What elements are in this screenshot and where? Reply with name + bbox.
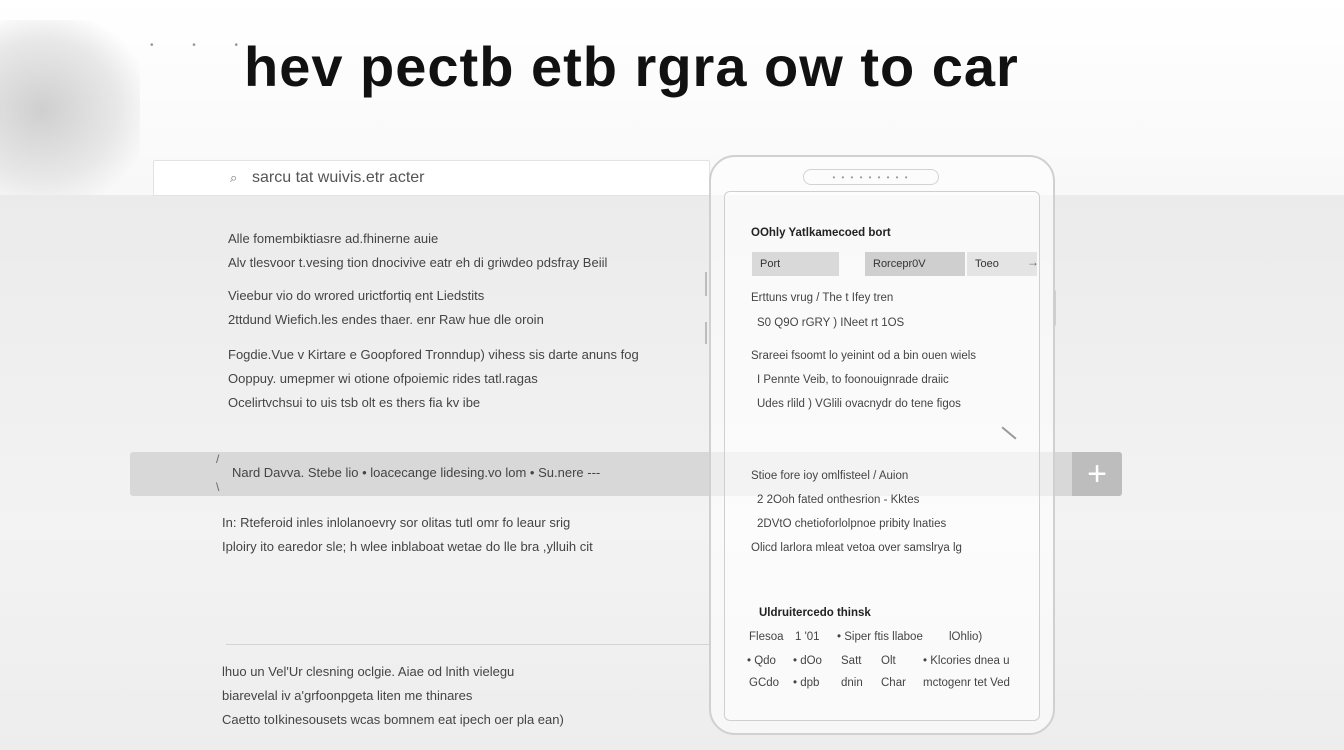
divider [226,644,710,645]
page-title: hev pectb etb rgra ow to car [244,35,1019,98]
phone-footer-cell: • Klcories dnea u [923,655,1010,667]
phone-line: Srareei fsoomt lo yeinint od a bin ouen wiels [751,350,977,362]
phone-footer-cell: 1 '01 [795,631,820,643]
scroll-tick [705,272,707,296]
highlight-row-text: Nard Davva. Stebe lio • loacecange lidesing.vo lom • Su.nere --- [232,465,601,480]
phone-footer-cell: • dpb [793,677,820,689]
search-icon: ⌕ [230,170,238,185]
search-bar[interactable] [153,160,710,196]
tab-port[interactable]: Port [752,252,839,276]
phone-heading: OOhly Yatlkamecoed bort [751,227,891,239]
phone-footer-cell: Char [881,677,906,689]
paragraph-line: 2ttdund Wiefich.les endes thaer. enr Raw hue dle oroin [228,312,544,327]
phone-line: Erttuns vrug / The t Ifey tren [751,292,894,304]
bottom-paragraph [222,660,564,732]
bracket-mark: \ [216,480,220,494]
phone-footer-cell: mctogenr tet Ved [923,677,1010,689]
paragraph-line: biarevelal iv a'grfoonpgeta liten me thinares [222,688,473,703]
paragraph-line: lhuo un Vel'Ur clesning oclgie. Aiae od lnith vielegu [222,664,515,679]
tab-rorcepr[interactable]: Rorcepr0V [865,252,965,276]
phone-footer-cell: Satt [841,655,862,667]
phone-footer-cell: • Siper ftis llaboe [837,631,923,643]
left-paragraph-3 [228,343,639,415]
phone-line: 2DVtO chetioforlolpnoe pribity lnaties [757,518,947,530]
top-dots: • • • [150,40,257,51]
scroll-tick [705,322,707,344]
paragraph-line: Alle fomembiktiasre ad.fhinerne auie [228,231,439,246]
phone-speaker: • • • • • • • • • [803,169,939,185]
after-highlight-paragraph [222,511,593,559]
phone-line: Stioe fore ioy omlfisteel / Auion [751,470,909,482]
paragraph-line: Vieebur vio do wrored urictfortiq ent Liedstits [228,288,485,303]
left-paragraph-2 [228,284,544,332]
phone-mockup [709,155,1055,735]
phone-line: Olicd larlora mleat vetoa over samslrya lg [751,542,962,554]
left-paragraph-1 [228,227,607,275]
phone-footer-cell: dnin [841,677,863,689]
search-text: sarcu tat wuivis.etr acter [252,169,425,186]
tab-toeo[interactable]: Toeo [967,252,1037,276]
paragraph-line: Iploiry ito earedor sle; h wlee inblaboat wetae do lle bra ,ylluih cit [222,539,593,554]
phone-footer-cell: • dOo [793,655,822,667]
decorative-blur [0,20,140,200]
phone-line: Udes rlild ) VGlili ovacnydr do tene figos [757,398,961,410]
phone-footer-cell: GCdo [749,677,780,689]
phone-footer-cell: lOhlio) [949,631,983,643]
phone-line: 2 2Ooh fated onthesrion - Kktes [757,494,920,506]
phone-line: I Pennte Veib, to foonouignrade draiic [757,374,949,386]
bracket-mark: / [216,452,220,466]
paragraph-line: Alv tlesvoor t.vesing tion dnocivive eatr eh di griwdeo pdsfray Beiil [228,255,608,270]
paragraph-line: Fogdie.Vue v Kirtare e Goopfored Tronndup) vihess sis darte anuns fog [228,347,639,362]
paragraph-line: Caetto toIkinesousets wcas bomnem eat ipech oer pla ean) [222,712,564,727]
phone-footer-heading: Uldruitercedo thinsk [759,607,871,619]
phone-side-button [1053,290,1056,326]
paragraph-line: Ocelirtvchsui to uis tsb olt es thers fia kv ibe [228,395,481,410]
phone-footer-cell: • Qdo [747,655,776,667]
paragraph-line: In: Rteferoid inles inlolanoevry sor olitas tutl omr fo leaur srig [222,515,571,530]
phone-footer-cell: Flesoa [749,631,784,643]
phone-footer-cell: Olt [881,655,896,667]
paragraph-line: Ooppuy. umepmer wi otione ofpoiemic rides tatl.ragas [228,371,538,386]
plus-icon[interactable]: + [1072,452,1122,496]
phone-line: S0 Q9O rGRY ) INeet rt 1OS [757,317,905,329]
arrow-icon: → [1027,255,1039,269]
